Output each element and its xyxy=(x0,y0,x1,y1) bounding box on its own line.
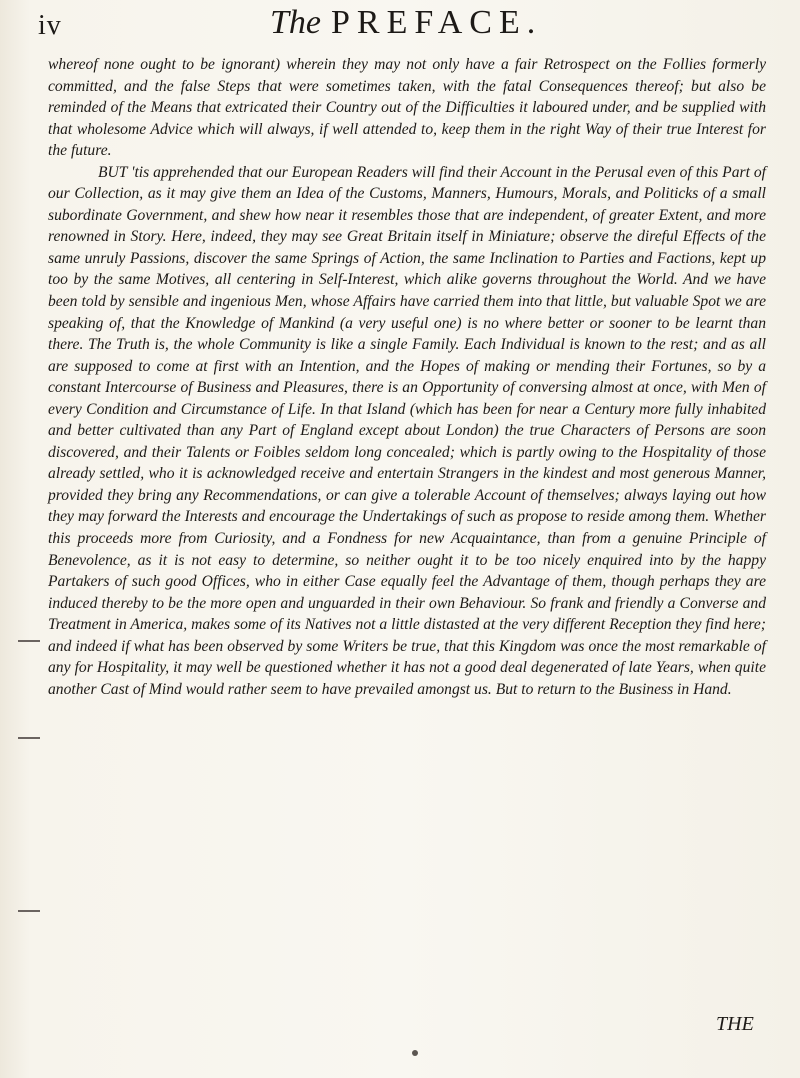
ink-spot xyxy=(412,1050,418,1056)
margin-dash xyxy=(18,737,40,739)
running-title-prefix: The xyxy=(270,4,321,41)
running-title xyxy=(270,4,542,42)
margin-dash xyxy=(18,910,40,912)
page-number: iv xyxy=(38,10,62,41)
running-title-main: PREFACE. xyxy=(331,4,543,41)
catchword: THE xyxy=(716,1013,754,1035)
paragraph-1: whereof none ought to be ignorant) wherein they may not only have a fair Retrospect on the Follies formerly committed, and the false Steps that were sometimes taken, with the fatal Consequences thereof; but also be reminded of the Means that extricated their Country out of the Difficulties it laboured under, and be supplied with that wholesome Advice which will always, if well attended to, keep them in the right Way of their true Interest for the future. xyxy=(48,56,766,160)
running-header xyxy=(0,0,800,48)
body-text xyxy=(48,54,766,700)
paragraph-2: BUT 'tis apprehended that our European Readers will find their Account in the Perusal even of this Part of our Collection, as it may give them an Idea of the Customs, Manners, Humours, Morals, and Politicks of a small subordinate Government, and shew how near it resembles those that are independent, of greater Extent, and more renowned in Story. Here, indeed, they may see Great Britain itself in Miniature; observe the direful Effects of the same unruly Passions, discover the same Springs of Action, the same Inclination to Parties and Factions, kept up too by the same Motives, all centering in Self-Interest, which alike governs throughout the World. And we have been told by sensible and ingenious Men, whose Affairs have carried them into that little, but valuable Spot we are speaking of, that the Knowledge of Mankind (a very useful one) is no where better or sooner to be learnt than there. The Truth is, the whole Community is like a single Family. Each Individual is known to the rest; and as all are supposed to come at first with an Intention, and the Hopes of making or mending their Fortunes, so by a constant Intercourse of Business and Pleasures, there is an Opportunity of conversing almost at once, with Men of every Condition and Circumstance of Life. In that Island (which has been for near a Century more fully inhabited and better cultivated than any Part of England except about London) the true Characters of Persons are soon discovered, and their Talents or Foibles seldom long concealed; which is partly owing to the Hospitality of those already settled, who it is acknowledged receive and entertain Strangers in the kindest and most generous Manner, provided they bring any Recommendations, or can give a tolerable Account of themselves; always laying out how they may forward the Interests and encourage the Undertakings of such as propose to reside among them. Whether this proceeds more from Curiosity, and a Fondness for new Acquaintance, than from a genuine Principle of Benevolence, as it is not easy to determine, so neither ought it to be too nicely enquired into by the happy Partakers of such good Offices, who in either Case equally feel the Advantage of them, though perhaps they are induced thereby to be the more open and unguarded in their own Behaviour. So frank and friendly a Converse and Treatment in America, makes some of its Natives not a little distasted at the very different Reception they find here; and indeed if what has been observed by some Writers be true, that this Kingdom was once the most remarkable of any for Hospitality, it may well be questioned whether it has not a good deal degenerated of late Years, when quite another Cast of Mind would rather seem to have prevailed amongst us. But to return to the Business in Hand. xyxy=(48,163,766,698)
margin-dash xyxy=(18,640,40,642)
